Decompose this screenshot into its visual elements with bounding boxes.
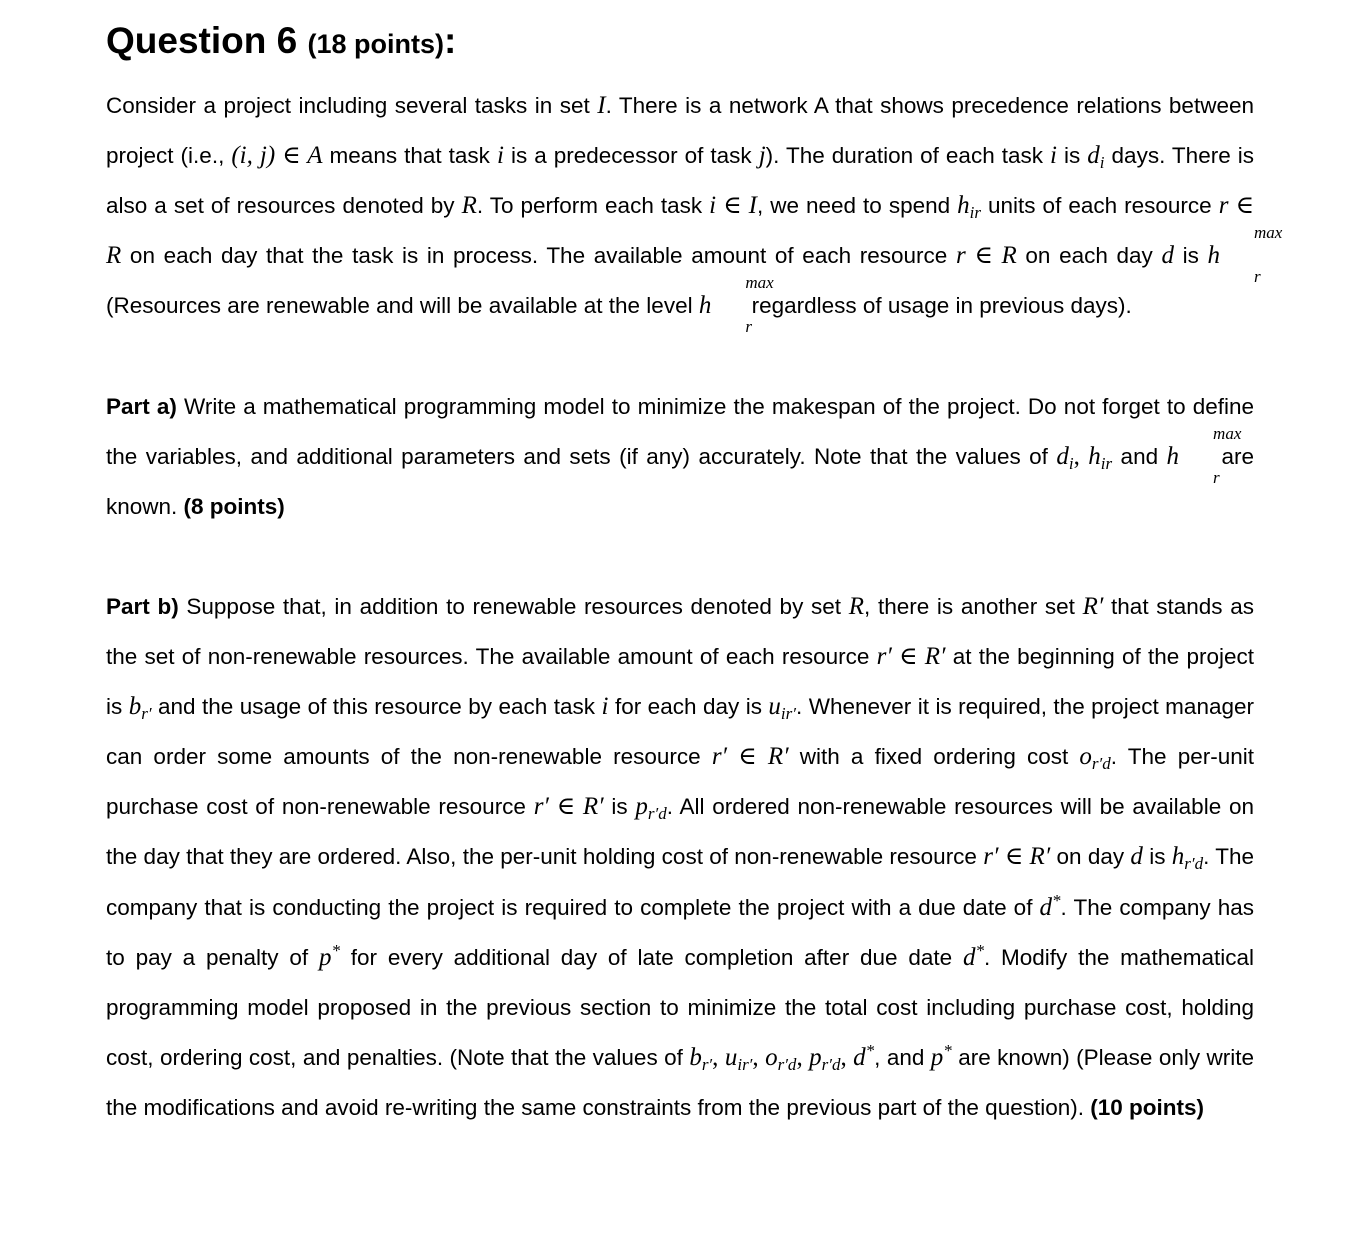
math-p: p: [635, 793, 648, 821]
math-sub-rp: r′: [701, 1054, 713, 1074]
math-comma: ,: [796, 1043, 810, 1071]
math-star: *: [1052, 890, 1061, 910]
intro-text-2: . There is a network A that shows precedence relations between project (i.e.,: [106, 93, 1254, 169]
math-d: d: [962, 943, 976, 971]
part-b-text-13: is: [1142, 844, 1172, 870]
math-sub-ir: ir: [969, 203, 981, 223]
math-i-in-I: i ∈ I: [709, 192, 757, 220]
math-ij-in-A: (i, j) ∈ A: [231, 142, 323, 170]
math-sub-irp: ir′: [780, 704, 796, 724]
part-b-text-15: . The company has to pay a penalty of: [106, 894, 1255, 970]
math-d: d: [853, 1043, 866, 1071]
math-sub-i: i: [1099, 153, 1105, 173]
intro-text-9: , we need to spend: [756, 193, 958, 219]
math-sup-max: max: [1213, 424, 1242, 444]
math-p-rpd: [635, 793, 667, 824]
part-b-text-5: and the usage of this resource by each task: [151, 694, 602, 720]
math-h-r-max: [1207, 223, 1283, 287]
part-b-text-11: . All ordered non-renewable resources will be available on the day that they are ordered. Also, the per-unit holding cost of non-renewable resource: [106, 794, 1254, 870]
math-star: *: [865, 1040, 875, 1060]
math-sub-r: r: [1213, 468, 1220, 488]
math-rp-in-Rp-2: r′ ∈ R′: [711, 743, 789, 771]
math-rp-in-Rp-3: r′ ∈ R′: [533, 793, 604, 821]
math-sub-r: r: [745, 317, 752, 337]
part-a-text-1: Write a mathematical programming model to minimize the makespan of the project. Do not forget to define the variables, and additional parameters and sets (if any) accurately. Note that the values of: [106, 394, 1254, 470]
math-d: d: [1056, 443, 1069, 471]
math-h: h: [1207, 242, 1220, 270]
math-h-rpd: [1171, 843, 1204, 874]
part-b-text-9: . The per-unit purchase cost of non-renewable resource: [106, 744, 1254, 820]
math-h-ir: [957, 192, 981, 223]
math-sub-irp: ir′: [737, 1054, 753, 1074]
part-b-text-10: is: [603, 794, 636, 820]
intro-text-15: regardless of usage in previous days).: [745, 293, 1132, 319]
math-d-i: [1087, 142, 1105, 173]
part-a-paragraph: [106, 382, 1254, 532]
part-b-paragraph: [106, 582, 1254, 1133]
math-sup-max: max: [745, 273, 774, 293]
part-b-text-4: at the beginning of the project is: [106, 644, 1254, 720]
intro-text-13: is: [1173, 243, 1208, 269]
intro-text-1: Consider a project including several tasks in set: [106, 93, 598, 118]
intro-text-7: days. There is also a set of resources denoted by: [106, 143, 1254, 219]
math-sub-rpd: r′d: [1091, 754, 1111, 774]
math-b: b: [689, 1043, 702, 1071]
math-h: h: [1166, 443, 1180, 471]
math-d-star-2: [962, 940, 984, 971]
math-star: *: [331, 940, 340, 960]
math-set-Rprime: R′: [1082, 593, 1104, 620]
part-b-text-6: for each day is: [608, 694, 769, 720]
math-d: d: [1039, 893, 1053, 921]
math-o: o: [765, 1043, 778, 1071]
math-rp-in-Rp-4: r′ ∈ R′: [983, 843, 1051, 871]
math-u: u: [724, 1043, 738, 1071]
part-b-text-3: that stands as the set of non-renewable resources. The available amount of each resource: [106, 594, 1255, 670]
part-b-text-2: , there is another set: [864, 594, 1083, 619]
part-b-label: Part b): [106, 594, 179, 619]
math-set-I: I: [597, 92, 606, 119]
math-o: o: [1079, 743, 1092, 771]
intro-text-10: units of each resource: [981, 193, 1219, 219]
part-b-text-16: for every additional day of late completion after due date: [339, 944, 963, 970]
intro-text-8: . To perform each task: [476, 193, 710, 219]
intro-text-4: is a predecessor of task: [503, 143, 759, 169]
part-a-points: (8 points): [183, 494, 285, 520]
intro-text-3: means that task: [322, 143, 497, 169]
part-b-text-8: with a fixed ordering cost: [788, 744, 1080, 770]
math-d-i-list: [1056, 443, 1113, 474]
math-sub-r: r: [1253, 267, 1261, 287]
question-intro-paragraph: [106, 81, 1283, 337]
math-h: h: [698, 292, 712, 320]
math-h-r-max-3: [1166, 424, 1242, 488]
math-h: h: [957, 192, 970, 220]
part-b-text-12: on day: [1050, 844, 1131, 870]
intro-text-11: on each day that the task is in process. The available amount of each resource: [121, 243, 956, 269]
question-points: (18 points): [307, 29, 444, 59]
part-b-text-19: are known) (Please only write the modifications and avoid re-writing the same constraints from the previous part of the question).: [106, 1044, 1255, 1120]
math-task-i: i: [496, 142, 504, 170]
math-r-in-R-2: r ∈ R: [955, 242, 1017, 270]
math-comma: ,: [1073, 443, 1089, 471]
math-u-irp: [768, 693, 796, 724]
part-a-label: Part a): [106, 394, 177, 419]
title-colon: :: [444, 20, 457, 61]
math-h-r-max-2: [698, 273, 774, 337]
math-task-j: j: [758, 142, 766, 170]
intro-text-12: on each day: [1016, 243, 1162, 269]
math-sub-rpd: r′d: [821, 1054, 841, 1074]
math-star: *: [943, 1040, 952, 1060]
math-p: p: [318, 943, 332, 971]
math-d-star: [1039, 890, 1061, 921]
math-h: h: [1088, 443, 1101, 471]
question-number: Question 6: [106, 20, 298, 61]
math-b-rp: [128, 693, 152, 724]
math-sub-i: i: [1068, 454, 1074, 474]
math-rp-in-Rp: r′ ∈ R′: [876, 643, 946, 671]
math-sub-rp: r′: [141, 704, 152, 724]
math-task-i-b: i: [601, 693, 609, 721]
math-p: p: [809, 1043, 822, 1071]
part-b-text-17: . Modify the mathematical programming model proposed in the previous section to minimize the total cost including purchase cost, holding cost, ordering cost, and penalties. (Note that the values of: [106, 944, 1254, 1070]
part-a-text-3: are known.: [106, 444, 1255, 520]
math-known-values-list: [689, 1040, 875, 1074]
math-set-R: R: [461, 192, 477, 220]
part-b-points: (10 points): [1090, 1094, 1205, 1120]
math-h: h: [1171, 843, 1185, 871]
math-p: p: [930, 1043, 944, 1071]
math-sub-rpd: r′d: [1184, 854, 1204, 874]
math-set-R-b: R: [848, 593, 865, 620]
math-o-rpd: [1079, 743, 1111, 774]
math-sup-max: max: [1253, 223, 1283, 243]
math-p-star-2: [930, 1040, 952, 1071]
math-sub-rpd: r′d: [647, 804, 667, 824]
math-comma: ,: [752, 1043, 766, 1071]
math-d: d: [1087, 142, 1100, 170]
math-u: u: [768, 693, 781, 721]
math-day-d: d: [1161, 242, 1174, 270]
part-b-text-18: , and: [874, 1044, 931, 1070]
math-r-in-R: r ∈ R: [106, 192, 1254, 270]
part-b-text-14: . The company that is conducting the project is required to complete the project with a due date of: [106, 844, 1254, 920]
math-p-star: [318, 940, 340, 971]
intro-text-6: is: [1056, 143, 1088, 169]
intro-text-5: ). The duration of each task: [765, 143, 1051, 169]
math-day-d-b: d: [1130, 843, 1143, 871]
part-b-text-1: Suppose that, in addition to renewable resources denoted by set: [178, 594, 849, 619]
math-sub-rpd: r′d: [777, 1054, 797, 1074]
part-b-text-7: . Whenever it is required, the project manager can order some amounts of the non-renewable resource: [106, 694, 1254, 770]
question-title: [106, 16, 456, 69]
math-b: b: [128, 693, 142, 721]
math-task-i-2: i: [1050, 142, 1057, 170]
part-a-text-2: and: [1112, 444, 1167, 470]
math-comma: ,: [712, 1043, 725, 1071]
math-star: *: [975, 940, 984, 960]
intro-text-14: (Resources are renewable and will be available at the level: [106, 293, 699, 319]
math-sub-ir: ir: [1100, 454, 1113, 474]
math-comma: ,: [840, 1043, 854, 1071]
